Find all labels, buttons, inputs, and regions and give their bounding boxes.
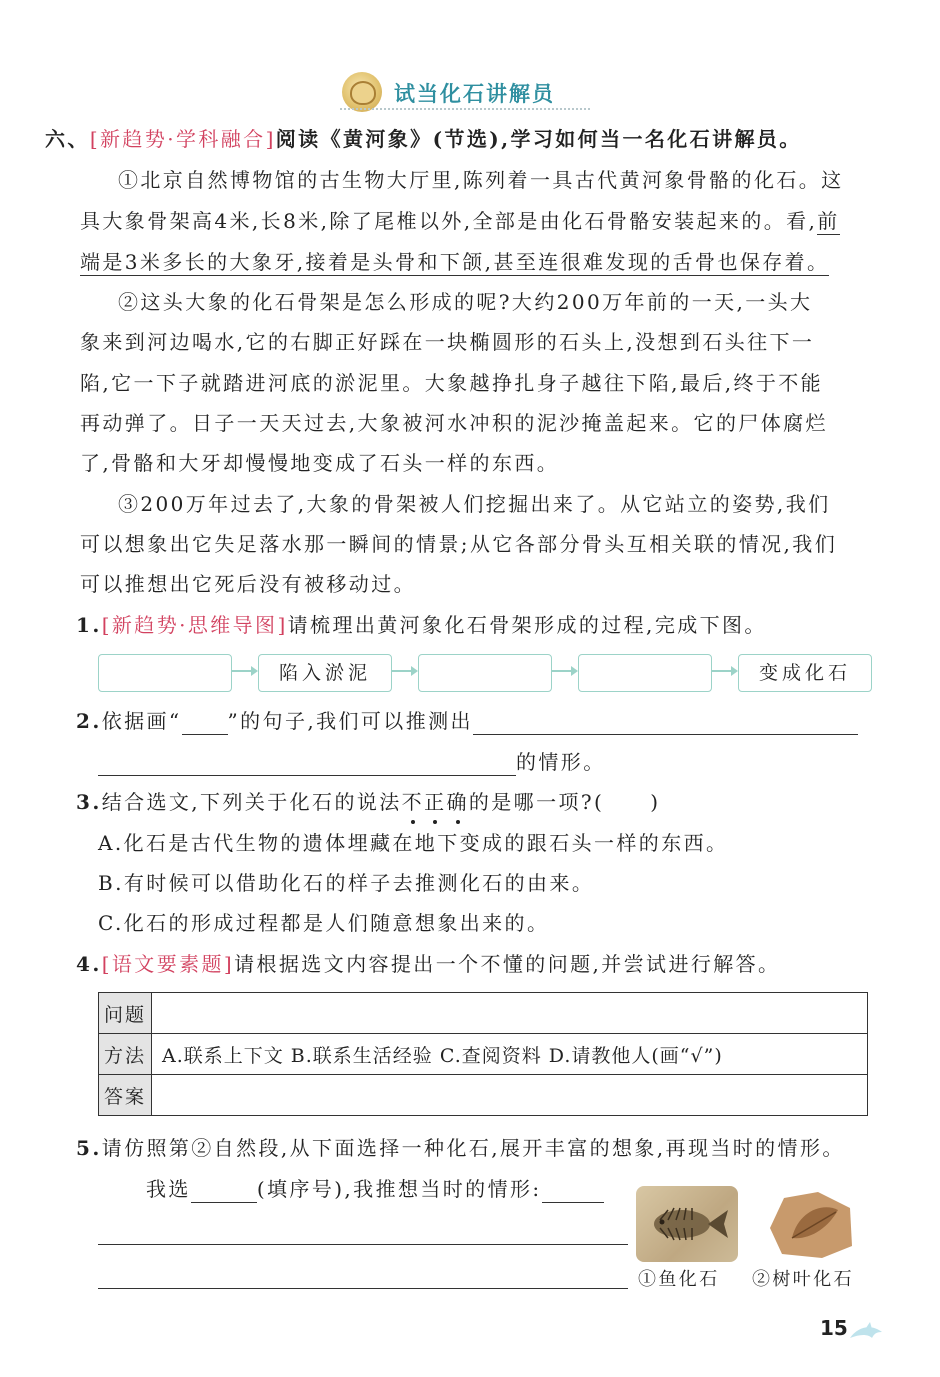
- answer-blank[interactable]: [542, 1180, 604, 1203]
- question-text: ): [650, 790, 661, 814]
- leaf-fossil-caption: ②树叶化石: [752, 1269, 854, 1290]
- question-number: 1.: [76, 613, 102, 637]
- question-tag: [语文要素题]: [101, 952, 235, 976]
- question-2-line-2: [98, 748, 606, 776]
- answer-blank[interactable]: [182, 712, 228, 735]
- flow-arrow: [392, 670, 416, 672]
- question-number: 3.: [76, 790, 102, 814]
- question-5-prompt: [146, 1175, 604, 1203]
- passage-line: ③200万年过去了,大象的骨架被人们挖掘出来了。从它站立的姿势,我们: [118, 492, 831, 516]
- question-tag: [新趋势·思维导图]: [101, 613, 288, 637]
- question-text: 依据画“: [101, 709, 182, 733]
- table-row: [99, 1075, 868, 1116]
- section-6-heading: [45, 125, 802, 153]
- emphasis-char: 确: [446, 790, 469, 814]
- flow-box: 变成化石: [738, 654, 872, 692]
- question-3: [76, 788, 660, 816]
- table-row: [99, 1034, 868, 1075]
- question-text: 请梳理出黄河象化石骨架形成的过程,完成下图。: [287, 613, 767, 637]
- passage-line: [80, 207, 872, 235]
- question-text: (填序号),我推想当时的情形:: [256, 1177, 542, 1201]
- option-a[interactable]: A.化石是古代生物的遗体埋藏在地下变成的跟石头一样的东西。: [98, 831, 729, 855]
- flow-arrow: [712, 670, 736, 672]
- section-header: [0, 70, 940, 120]
- fossil-shell-icon: [342, 72, 382, 112]
- question-text: ”的句子,我们可以推测出: [227, 709, 473, 733]
- passage-line: [80, 248, 872, 276]
- question-text: 请根据选文内容提出一个不懂的问题,并尝试进行解答。: [234, 952, 781, 976]
- question-answer-cell[interactable]: [152, 993, 868, 1034]
- flow-box-blank[interactable]: [98, 654, 232, 692]
- table-header-question: 问题: [99, 993, 152, 1034]
- emphasis-char: 不: [401, 790, 425, 814]
- passage-line: 了,骨骼和大牙却慢慢地变成了石头一样的东西。: [80, 451, 560, 475]
- answer-blank[interactable]: [191, 1180, 257, 1203]
- answer-line[interactable]: [98, 1244, 628, 1245]
- flow-box-blank[interactable]: [418, 654, 552, 692]
- method-options-cell[interactable]: A.联系上下文 B.联系生活经验 C.查阅资料 D.请教他人(画“√”): [152, 1034, 868, 1075]
- flow-arrow: [232, 670, 256, 672]
- dolphin-icon: [848, 1320, 884, 1346]
- answer-blank[interactable]: [98, 753, 516, 776]
- emphasis-char: 正: [424, 790, 447, 814]
- question-number: 4.: [76, 952, 102, 976]
- question-text: 结合选文,下列关于化石的说法: [101, 790, 402, 814]
- question-4: [76, 950, 780, 978]
- passage-line: 陷,它一下子就踏进河底的淤泥里。大象越挣扎身子越往下陷,最后,终于不能: [80, 371, 824, 395]
- answer-blank[interactable]: [473, 712, 858, 735]
- section-tag: [新趋势·学科融合]: [89, 127, 276, 151]
- section-title: 试当化石讲解员: [394, 82, 555, 106]
- passage-line: 可以想象出它失足落水那一瞬间的情景;从它各部分骨头互相关联的情况,我们: [80, 532, 838, 556]
- passage-line: 再动弹了。日子一天天过去,大象被河水冲积的泥沙掩盖起来。它的尸体腐烂: [80, 411, 828, 435]
- question-number: 2.: [76, 709, 102, 733]
- question-text: 的情形。: [516, 750, 606, 774]
- answer-line[interactable]: [98, 1288, 628, 1289]
- fish-fossil-drawing: [636, 1186, 738, 1262]
- option-b[interactable]: B.有时候可以借助化石的样子去推测化石的由来。: [98, 871, 595, 895]
- question-1: [76, 611, 767, 639]
- passage-text: 具大象骨架高4米,长8米,除了尾椎以外,全部是由化石骨骼安装起来的。看,: [80, 209, 818, 233]
- page-number: 15: [820, 1316, 848, 1340]
- passage-line: ②这头大象的化石骨架是怎么形成的呢?大约200万年前的一天,一头大: [118, 290, 813, 314]
- question-text: 的是哪一项?(: [468, 790, 605, 814]
- title-divider: [340, 108, 590, 110]
- flow-box: 陷入淤泥: [258, 654, 392, 692]
- section-instruction: 阅读《黄河象》(节选),学习如何当一名化石讲解员。: [275, 127, 802, 151]
- passage-line: 可以推想出它死后没有被移动过。: [80, 572, 416, 596]
- fish-fossil-image: [636, 1186, 738, 1262]
- question-2: [76, 707, 858, 735]
- underlined-sentence: 前: [817, 209, 840, 233]
- underlined-sentence: 端是3米多长的大象牙,接着是头骨和下颌,甚至连很难发现的舌骨也保存着。: [80, 250, 830, 274]
- answer-cell[interactable]: [152, 1075, 868, 1116]
- table-row: [99, 993, 868, 1034]
- option-c[interactable]: C.化石的形成过程都是人们随意想象出来的。: [98, 911, 550, 935]
- passage-line: 象来到河边喝水,它的右脚正好踩在一块椭圆形的石头上,没想到石头往下一: [80, 330, 815, 354]
- question-text: 请仿照第②自然段,从下面选择一种化石,展开丰富的想象,再现当时的情形。: [101, 1136, 845, 1160]
- fish-fossil-caption: ①鱼化石: [638, 1269, 720, 1290]
- question-number: 5.: [76, 1136, 102, 1160]
- passage-line: ①北京自然博物馆的古生物大厅里,陈列着一具古代黄河象骨骼的化石。这: [118, 168, 844, 192]
- table-header-answer: 答案: [99, 1075, 152, 1116]
- table-header-method: 方法: [99, 1034, 152, 1075]
- flow-box-blank[interactable]: [578, 654, 712, 692]
- question-text: 我选: [146, 1177, 191, 1201]
- flow-arrow: [552, 670, 576, 672]
- section-number: 六、: [45, 127, 90, 151]
- leaf-fossil-image: [762, 1188, 856, 1260]
- question-5: [76, 1134, 845, 1162]
- leaf-fossil-drawing: [762, 1188, 856, 1260]
- qa-table: [98, 992, 868, 1116]
